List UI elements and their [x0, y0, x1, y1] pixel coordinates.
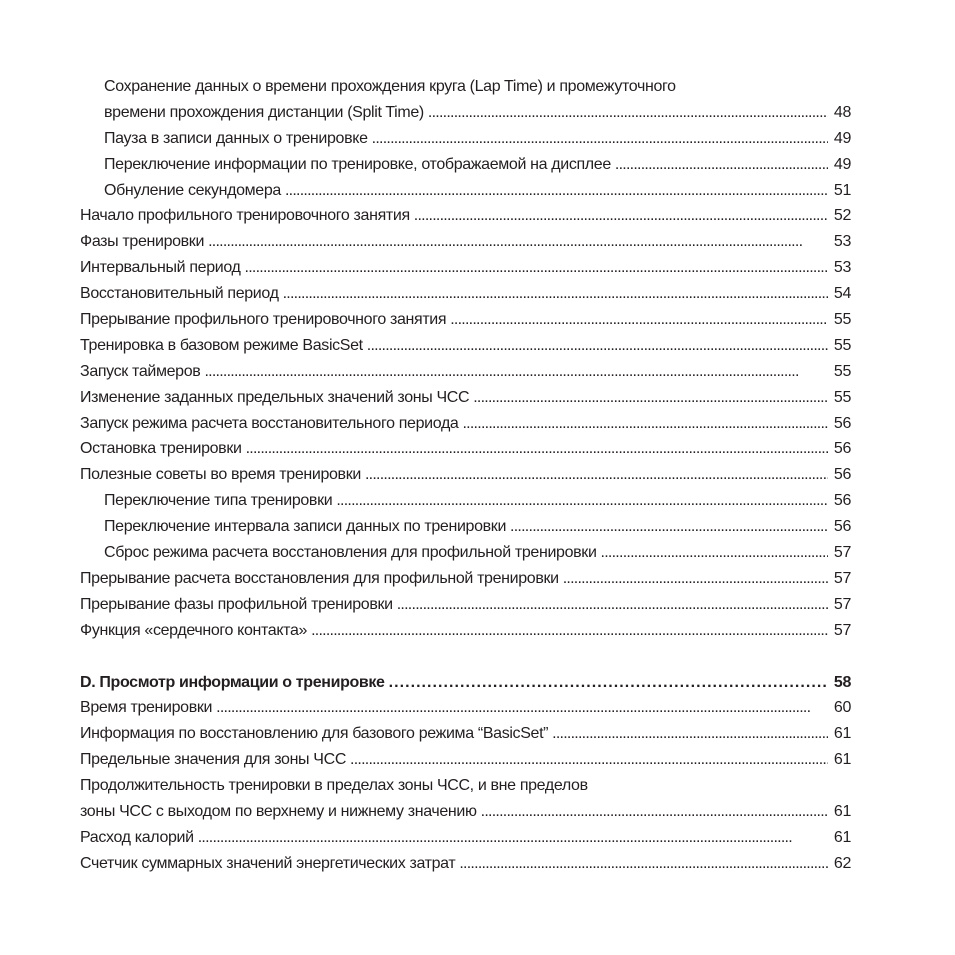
- toc-entry-title: Остановка тренировки: [80, 440, 242, 458]
- toc-entry-page-number: 55: [833, 362, 851, 380]
- dot-leader: [462, 411, 828, 437]
- dot-leader: [198, 825, 828, 851]
- toc-entry-title: Переключение интервала записи данных по тренировки: [104, 518, 507, 536]
- toc-entry-page-number: 62: [833, 854, 851, 872]
- toc-entry-title: Время тренировки: [80, 699, 213, 717]
- toc-entry-page-number: 56: [833, 440, 851, 458]
- toc-entry-page-number: 56: [833, 414, 851, 432]
- toc-entry: [80, 436, 851, 462]
- toc-entry-title: Продолжительность тренировки в пределах зоны ЧСС, и вне пределов: [80, 777, 588, 795]
- toc-entry-page-number: 57: [833, 569, 851, 587]
- toc-entry-title: Счетчик суммарных значений энергетических затрат: [80, 854, 456, 872]
- toc-entry: [80, 747, 851, 773]
- toc-entry: [80, 721, 851, 747]
- dot-leader: [350, 747, 828, 773]
- dot-leader: [389, 670, 828, 696]
- toc-entry: [80, 540, 851, 566]
- toc-entry: [80, 229, 851, 255]
- toc-entry-page-number: 61: [833, 725, 851, 743]
- toc-entry-title: Переключение типа тренировки: [104, 492, 333, 510]
- dot-leader: [563, 566, 828, 592]
- dot-leader: [245, 255, 828, 281]
- toc-entry-title: Пауза в записи данных о тренировке: [104, 129, 368, 147]
- toc-entry-page-number: 54: [833, 285, 851, 303]
- dot-leader: [283, 281, 828, 307]
- toc-entry-page-number: 57: [833, 544, 851, 562]
- toc-entry: [80, 488, 851, 514]
- dot-leader: [450, 307, 828, 333]
- toc-entry-title: Обнуление секундомера: [104, 181, 281, 199]
- toc-entry-page-number: 51: [833, 181, 851, 199]
- dot-leader: [367, 333, 828, 359]
- table-of-contents: [80, 74, 851, 877]
- toc-entry: [80, 359, 851, 385]
- toc-entry-title: Фазы тренировки: [80, 233, 205, 251]
- toc-entry-title: Функция «сердечного контакта»: [80, 621, 308, 639]
- toc-entry: [80, 592, 851, 618]
- toc-entry-title: Прерывание расчета восстановления для профильной тренировки: [80, 569, 559, 587]
- toc-entry-title: времени прохождения дистанции (Split Time): [104, 103, 424, 121]
- toc-entry: [80, 851, 851, 877]
- toc-entry: [80, 773, 851, 799]
- dot-leader: [601, 540, 828, 566]
- dot-leader: [481, 799, 828, 825]
- dot-leader: [473, 385, 828, 411]
- toc-entry-page-number: 58: [833, 673, 851, 691]
- toc-entry-page-number: 56: [833, 466, 851, 484]
- toc-entry: [80, 695, 851, 721]
- toc-entry-title: Сброс режима расчета восстановления для профильной тренировки: [104, 544, 597, 562]
- toc-entry: [80, 74, 851, 100]
- dot-leader: [246, 436, 828, 462]
- toc-entry-page-number: 48: [833, 103, 851, 121]
- dot-leader: [311, 618, 828, 644]
- dot-leader: [365, 462, 828, 488]
- toc-entry-title: Информация по восстановлению для базового режима “BasicSet”: [80, 725, 549, 743]
- toc-entry-title: Полезные советы во время тренировки: [80, 466, 361, 484]
- toc-entry-title: Интервальный период: [80, 259, 241, 277]
- toc-entry-title: Изменение заданных предельных значений зоны ЧСС: [80, 388, 470, 406]
- toc-entry-page-number: 55: [833, 388, 851, 406]
- toc-entry-page-number: 49: [833, 129, 851, 147]
- toc-section-continued: [80, 74, 851, 644]
- toc-entry-title: Тренировка в базовом режиме BasicSet: [80, 336, 363, 354]
- toc-entry: [80, 203, 851, 229]
- toc-entry-title: Расход калорий: [80, 828, 194, 846]
- toc-entry-page-number: 55: [833, 336, 851, 354]
- toc-entry-title: D. Просмотр информации о тренировке: [80, 673, 385, 691]
- toc-entry: [80, 333, 851, 359]
- toc-entry-title: Начало профильного тренировочного занятия: [80, 207, 410, 225]
- toc-entry-title: зоны ЧСС с выходом по верхнему и нижнему значению: [80, 803, 477, 821]
- toc-entry: [80, 255, 851, 281]
- toc-entry: [80, 799, 851, 825]
- toc-entry-page-number: 61: [833, 828, 851, 846]
- toc-entry-page-number: 56: [833, 492, 851, 510]
- toc-entry-page-number: 49: [833, 155, 851, 173]
- dot-leader: [372, 126, 828, 152]
- toc-entry-page-number: 55: [833, 311, 851, 329]
- toc-entry: [80, 178, 851, 204]
- dot-leader: [414, 203, 828, 229]
- toc-entry: [80, 126, 851, 152]
- toc-entry-title: Переключение информации по тренировке, отображаемой на дисплее: [104, 155, 611, 173]
- toc-entry: [80, 100, 851, 126]
- toc-entry-page-number: 57: [833, 621, 851, 639]
- toc-entry: [80, 411, 851, 437]
- toc-entry-page-number: 61: [833, 751, 851, 769]
- toc-entry-title: Сохранение данных о времени прохождения круга (Lap Time) и промежуточного: [104, 78, 676, 95]
- toc-entry-page-number: 57: [833, 595, 851, 613]
- toc-section-d: [80, 670, 851, 877]
- dot-leader: [285, 178, 828, 204]
- toc-entry-page-number: 56: [833, 518, 851, 536]
- toc-entry-page-number: 61: [833, 803, 851, 821]
- toc-entry-title: Предельные значения для зоны ЧСС: [80, 751, 347, 769]
- toc-entry-page-number: 60: [833, 699, 851, 717]
- toc-entry-page-number: 53: [833, 259, 851, 277]
- dot-leader: [428, 100, 828, 126]
- toc-entry: [80, 281, 851, 307]
- dot-leader: [510, 514, 828, 540]
- dot-leader: [336, 488, 828, 514]
- dot-leader: [552, 721, 828, 747]
- dot-leader: [204, 359, 828, 385]
- toc-entry: [80, 566, 851, 592]
- dot-leader: [615, 152, 828, 178]
- dot-leader: [216, 695, 828, 721]
- toc-entry-title: Запуск таймеров: [80, 362, 201, 380]
- toc-entry: [80, 307, 851, 333]
- toc-entry: [80, 152, 851, 178]
- toc-entry-title: Прерывание профильного тренировочного занятия: [80, 311, 447, 329]
- section-gap: [80, 644, 851, 670]
- toc-entry: [80, 618, 851, 644]
- toc-entry-title: Восстановительный период: [80, 285, 279, 303]
- toc-entry-title: Запуск режима расчета восстановительного периода: [80, 414, 459, 432]
- toc-entry: [80, 514, 851, 540]
- toc-entry: [80, 462, 851, 488]
- dot-leader: [459, 851, 828, 877]
- toc-chapter-heading: [80, 670, 851, 696]
- toc-entry: [80, 385, 851, 411]
- toc-entry-page-number: 52: [833, 207, 851, 225]
- dot-leader: [397, 592, 828, 618]
- toc-entry-page-number: 53: [833, 233, 851, 251]
- dot-leader: [208, 229, 828, 255]
- toc-entry-title: Прерывание фазы профильной тренировки: [80, 595, 393, 613]
- toc-entry: [80, 825, 851, 851]
